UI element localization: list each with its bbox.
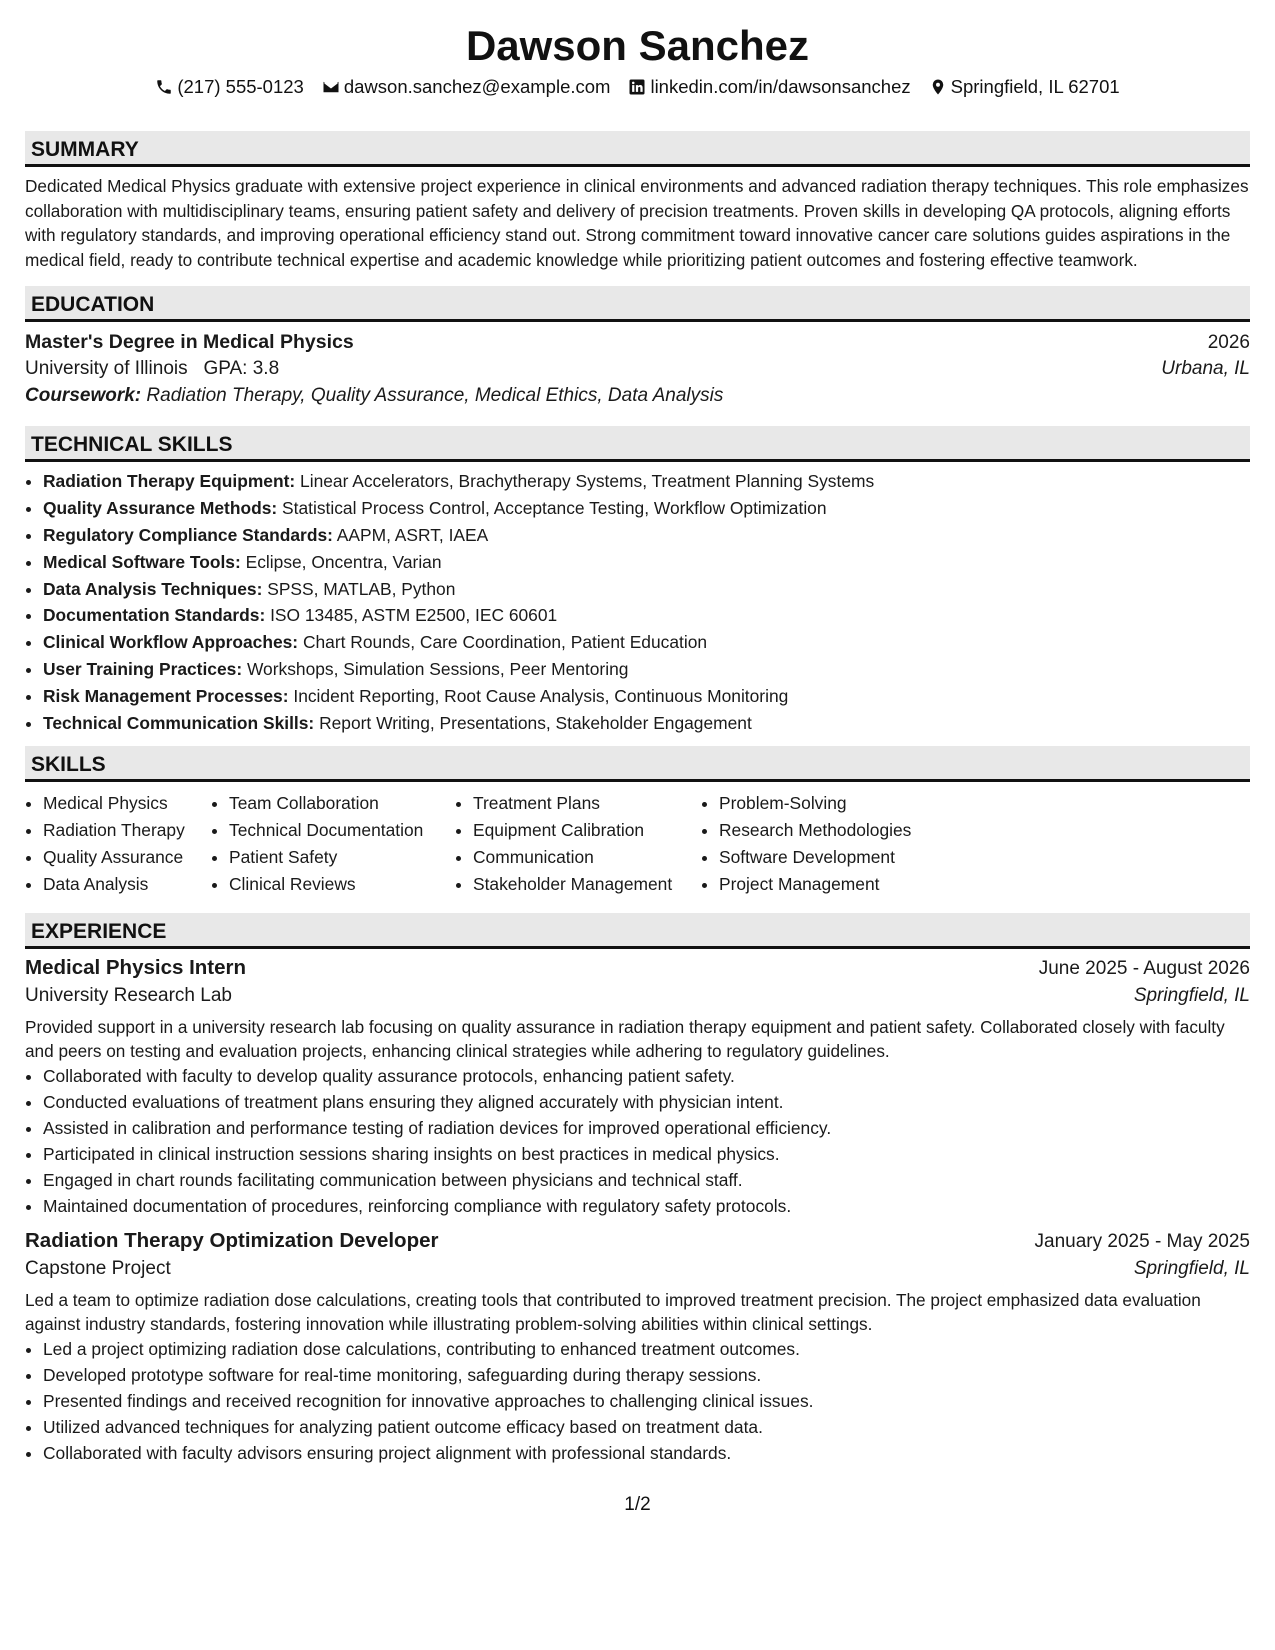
contact-linkedin-text: linkedin.com/in/dawsonsanchez [650, 76, 911, 97]
list-item: • Project Management [719, 871, 1019, 898]
page-number: 1/2 [624, 1494, 651, 1515]
list-item: • Utilized advanced techniques for analyzing patient outcome efficacy based on treatment data. [43, 1414, 1250, 1440]
list-item: • Collaborated with faculty advisors ensuring project alignment with professional standards. [43, 1440, 1250, 1466]
skill-category: User Training Practices: [43, 658, 243, 679]
skill-category: Clinical Workflow Approaches: [43, 632, 299, 653]
skill-values: Statistical Process Control, Acceptance Testing, Workflow Optimization [282, 498, 827, 519]
list-item: • Equipment Calibration [473, 817, 701, 844]
skill-category: Quality Assurance Methods: [43, 498, 278, 519]
technical-skills-list [25, 468, 1250, 736]
list-item: • Presented findings and received recognition for innovative approaches to challenging clinical issues. [43, 1388, 1250, 1414]
degree-title: Master's Degree in Medical Physics [25, 331, 354, 354]
list-item: • Engaged in chart rounds facilitating communication between physicians and technical staff. [43, 1167, 1250, 1193]
contact-location-text: Springfield, IL 62701 [950, 76, 1120, 97]
education-row-2 [25, 358, 1250, 380]
job-dates: June 2025 - August 2026 [1038, 957, 1250, 979]
contact-email[interactable] [322, 76, 611, 98]
phone-icon [155, 78, 173, 96]
skill-values: SPSS, MATLAB, Python [267, 578, 456, 599]
skill-values: Incident Reporting, Root Cause Analysis, Continuous Monitoring [293, 685, 789, 706]
job-organization: University Research Lab [25, 984, 232, 1006]
skill-values: Chart Rounds, Care Coordination, Patient Education [302, 632, 708, 653]
skill-category: Documentation Standards: [43, 605, 266, 626]
list-item: • Clinical Reviews [229, 871, 455, 898]
job-location: Springfield, IL [1133, 984, 1250, 1006]
job-title: Medical Physics Intern [25, 955, 247, 979]
list-item [43, 468, 1250, 495]
job-bullets [25, 1063, 1250, 1219]
map-marker-icon [929, 78, 947, 96]
skill-category: Risk Management Processes: [43, 685, 289, 706]
section-header-education: EDUCATION [25, 286, 1250, 322]
skills-column-1 [25, 790, 211, 897]
list-item [43, 576, 1250, 603]
skills-column-3 [455, 790, 701, 897]
school-line [25, 358, 279, 380]
list-item [43, 602, 1250, 629]
contact-phone-text: (217) 555-0123 [177, 76, 304, 97]
list-item: • Developed prototype software for real-time monitoring, safeguarding during therapy sessions. [43, 1362, 1250, 1388]
envelope-icon [322, 78, 340, 96]
graduation-year: 2026 [1207, 332, 1250, 354]
contact-bar [25, 74, 1250, 100]
contact-location [929, 76, 1120, 98]
skill-category: Medical Software Tools: [43, 551, 241, 572]
linkedin-icon [628, 78, 646, 96]
list-item [43, 549, 1250, 576]
skills-column-4 [701, 790, 1019, 897]
list-item: • Research Methodologies [719, 817, 1019, 844]
list-item: • Software Development [719, 844, 1019, 871]
list-item: • Stakeholder Management [473, 871, 701, 898]
list-item [43, 522, 1250, 549]
list-item: • Patient Safety [229, 844, 455, 871]
section-header-skills: SKILLS [25, 746, 1250, 782]
list-item: • Technical Documentation [229, 817, 455, 844]
education-entry [25, 331, 1250, 407]
list-item: • Led a project optimizing radiation dose calculations, contributing to enhanced treatment outcomes. [43, 1336, 1250, 1362]
resume-page [25, 20, 1250, 1466]
skill-values: Linear Accelerators, Brachytherapy Systems, Treatment Planning Systems [300, 471, 875, 492]
skill-category: Technical Communication Skills: [43, 712, 315, 733]
contact-linkedin[interactable] [628, 76, 910, 98]
skill-values: Report Writing, Presentations, Stakeholder Engagement [319, 712, 752, 733]
education-row-1 [25, 331, 1250, 354]
skill-category: Radiation Therapy Equipment: [43, 471, 296, 492]
gpa: GPA: 3.8 [203, 358, 280, 380]
contact-phone[interactable] [155, 76, 304, 98]
job-dates: January 2025 - May 2025 [1034, 1230, 1250, 1252]
job-description: Provided support in a university research lab focusing on quality assurance in radiation therapy equipment and patient safety. Collaborated closely with faculty and peers on testing and evaluation projects, enhancing clinical strategies while adhering to regulatory guidelines. [25, 1016, 1225, 1061]
skills-grid [25, 790, 1250, 897]
list-item: • Conducted evaluations of treatment plans ensuring they aligned accurately with physician intent. [43, 1089, 1250, 1115]
list-item: • Team Collaboration [229, 790, 455, 817]
job-entry-1 [25, 956, 1250, 1219]
list-item: • Collaborated with faculty to develop quality assurance protocols, enhancing patient safety. [43, 1063, 1250, 1089]
list-item: • Radiation Therapy [43, 817, 211, 844]
list-item: • Treatment Plans [473, 790, 701, 817]
skill-values: Workshops, Simulation Sessions, Peer Mentoring [246, 658, 629, 679]
job-row-title [25, 956, 1250, 980]
list-item: • Medical Physics [43, 790, 211, 817]
section-header-experience: EXPERIENCE [25, 913, 1250, 949]
list-item: • Problem-Solving [719, 790, 1019, 817]
job-row-org [25, 985, 1250, 1007]
list-item [43, 495, 1250, 522]
school-location: Urbana, IL [1161, 358, 1250, 380]
contact-email-text: dawson.sanchez@example.com [343, 76, 611, 97]
job-row-title [25, 1229, 1250, 1253]
skill-values: AAPM, ASRT, IAEA [336, 524, 489, 545]
job-bullets [25, 1336, 1250, 1466]
candidate-name: Dawson Sanchez [465, 22, 810, 69]
skill-category: Data Analysis Techniques: [43, 578, 263, 599]
job-row-org [25, 1258, 1250, 1280]
summary-text: Dedicated Medical Physics graduate with extensive project experience in clinical environments and advanced radiation therapy techniques. This role emphasizes collaboration with multidisciplinary teams, ensuring patient safety and delivery of precision treatments. Proven skills in developing QA protocols, aligning efforts with regulatory standards, and improving operational efficiency stand out. Strong commitment toward innovative cancer care solutions guides aspirations in the medical field, ready to contribute technical expertise and academic knowledge while prioritizing patient outcomes and fostering effective teamwork. [25, 176, 1249, 270]
list-item: • Assisted in calibration and performance testing of radiation devices for improved operational efficiency. [43, 1115, 1250, 1141]
list-item: • Quality Assurance [43, 844, 211, 871]
job-title: Radiation Therapy Optimization Developer [25, 1228, 439, 1252]
skill-values: ISO 13485, ASTM E2500, IEC 60601 [270, 605, 558, 626]
skill-values: Eclipse, Oncentra, Varian [245, 551, 442, 572]
school-name: University of Illinois [25, 358, 188, 380]
list-item [43, 629, 1250, 656]
list-item: • Participated in clinical instruction sessions sharing insights on best practices in medical physics. [43, 1141, 1250, 1167]
skills-column-2 [211, 790, 455, 897]
coursework-label: Coursework: [25, 385, 142, 407]
list-item [43, 710, 1250, 737]
list-item [43, 656, 1250, 683]
section-header-summary: SUMMARY [25, 131, 1250, 167]
list-item: • Maintained documentation of procedures, reinforcing compliance with regulatory safety protocols. [43, 1193, 1250, 1219]
job-description: Led a team to optimize radiation dose calculations, creating tools that contributed to improved treatment precision. The project emphasized data evaluation against industry standards, fostering innovation while illustrating problem-solving abilities within clinical settings. [25, 1289, 1201, 1334]
coursework-line [25, 385, 1250, 407]
job-organization: Capstone Project [25, 1257, 171, 1279]
job-entry-2 [25, 1229, 1250, 1466]
list-item [43, 683, 1250, 710]
list-item: • Communication [473, 844, 701, 871]
skill-category: Regulatory Compliance Standards: [43, 524, 333, 545]
section-header-technical-skills: TECHNICAL SKILLS [25, 426, 1250, 462]
coursework-list: Radiation Therapy, Quality Assurance, Medical Ethics, Data Analysis [146, 385, 724, 407]
job-location: Springfield, IL [1133, 1257, 1250, 1279]
list-item: • Data Analysis [43, 871, 211, 898]
